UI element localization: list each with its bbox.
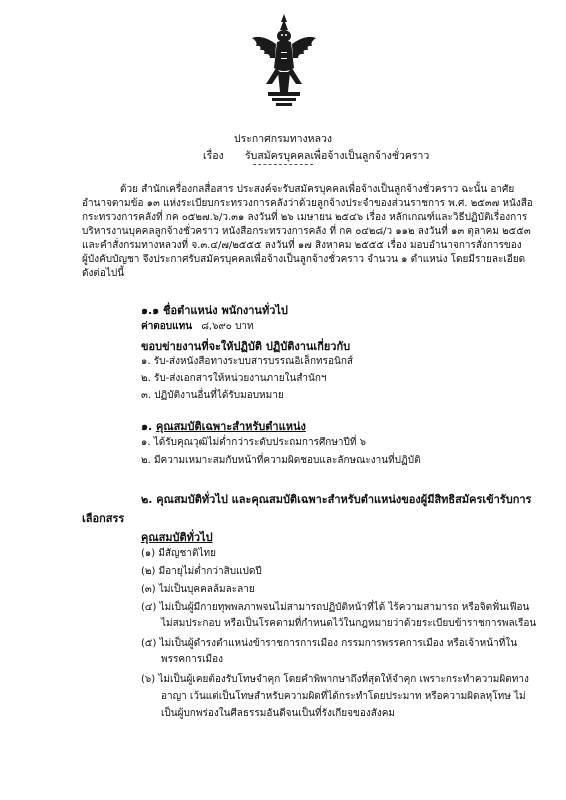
- general-item-6-cont-1: อาญา เว้นแต่เป็นโทษสำหรับความผิดที่ได้กระทำโดยประมาท หรือความผิดลหุโทษ ไม่: [161, 691, 526, 702]
- position-heading-number: ๑.๑: [141, 304, 160, 317]
- specific-heading-text: คุณสมบัติเฉพาะสำหรับตำแหน่ง: [156, 420, 306, 433]
- wage-line: [141, 320, 254, 334]
- general-sub-heading: คุณสมบัติทั่วไป: [141, 531, 213, 544]
- subject-text: รับสมัครบุคคลเพื่อจ้างเป็นลูกจ้างชั่วคราว: [245, 150, 430, 162]
- wage-label: ค่าตอบแทน: [141, 321, 193, 332]
- general-item-4: (๔) ไม่เป็นผู้มีกายทุพพลภาพจนไม่สามารถปฏิบัติหน้าที่ได้ ไร้ความสามารถ หรือจิตฟั่นเฟือน: [141, 602, 530, 613]
- announcement-title: ประกาศกรมทางหลวง: [233, 133, 333, 145]
- intro-line-3: กระทรวงการคลังที่ กค ๐๕๒๗.๖/ว.๓๑ ลงวันที่ ๒๖ เมษายน ๒๕๔๖ เรื่อง หลักเกณฑ์และวิธีปฏิบัติเรื่องการ: [82, 212, 528, 223]
- duty-item-2: ๒. รับ-ส่งเอกสารให้หน่วยงานภายในสำนักฯ: [141, 373, 327, 384]
- intro-line-1: ด้วย สำนักเครื่องกลสื่อสาร ประสงค์จะรับสมัครบุคคลเพื่อจ้างเป็นลูกจ้างชั่วคราว ฉะนั้น อาศัย: [120, 184, 515, 195]
- general-heading: ๒. คุณสมบัติทั่วไป และคุณสมบัติเฉพาะสำหรับตำแหน่งของผู้มีสิทธิสมัครเข้ารับการ: [141, 493, 532, 506]
- intro-line-5: และคำสั่งกรมทางหลวงที่ จ.๓.๔/๗/๒๕๕๕ ลงวันที่ ๑๗ สิงหาคม ๒๕๕๕ เรื่อง มอบอำนาจการสั่งการของ: [82, 240, 522, 251]
- specific-item-2: ๒. มีความเหมาะสมกับหน้าที่ความผิดชอบและลักษณะงานที่ปฏิบัติ: [141, 455, 421, 466]
- general-item-1: (๑) มีสัญชาติไทย: [141, 548, 216, 559]
- general-item-4-cont: ไม่สมประกอบ หรือเป็นโรคตามที่กำหนดไว้ในกฎหมายว่าด้วยระเบียบข้าราชการพลเรือน: [161, 618, 537, 629]
- specific-item-1: ๑. ได้รับคุณวุฒิไม่ต่ำกว่าระดับประถมการศึกษาปีที่ ๖: [141, 437, 367, 448]
- position-heading-text: ชื่อตำแหน่ง พนักงานทั่วไป: [163, 304, 288, 317]
- general-item-5: (๕) ไม่เป็นผู้ดำรงตำแหน่งข้าราชการการเมือง กรรมการพรรคการเมือง หรือเจ้าหน้าที่ใน: [141, 638, 518, 649]
- specific-heading: [141, 417, 306, 435]
- subject-line: [203, 149, 429, 163]
- general-heading-continued: เลือกสรร: [82, 512, 125, 525]
- specific-heading-number: ๑.: [141, 420, 153, 433]
- wage-value: ๘,๖๙๐ บาท: [201, 321, 254, 332]
- title-separator: [253, 164, 313, 165]
- general-item-5-cont: พรรคการเมือง: [161, 654, 223, 665]
- general-item-6-cont-2: เป็นผู้บกพร่องในศีลธรรมอันดีจนเป็นที่รังเกียจของสังคม: [161, 708, 396, 719]
- general-item-3: (๓) ไม่เป็นบุคคลล้มละลาย: [141, 584, 255, 595]
- intro-line-2: อำนาจตามข้อ ๑๓ แห่งระเบียบกระทรวงการคลังว่าด้วยลูกจ้างประจำของส่วนราชการ พ.ศ. ๒๕๓๗ หนังสือ: [82, 198, 533, 209]
- intro-line-6: ผู้บังคับบัญชา จึงประกาศรับสมัครบุคคลเพื่อจ้างเป็นลูกจ้างชั่วคราว จำนวน ๑ ตำแหน่ง โดยมีรายละเอียด: [82, 254, 526, 265]
- scope-heading: ขอบข่ายงานที่จะให้ปฏิบัติ ปฏิบัติงานเกี่ยวกับ: [141, 340, 351, 353]
- intro-line-7: ดังต่อไปนี้: [82, 268, 125, 279]
- subject-label: เรื่อง: [203, 150, 224, 162]
- general-item-2: (๒) มีอายุไม่ต่ำกว่าสิบแปดปี: [141, 566, 262, 577]
- general-item-6: (๖) ไม่เป็นผู้เคยต้องรับโทษจำคุก โดยคำพิพากษาถึงที่สุดให้จำคุก เพราะกระทำความผิดทาง: [141, 674, 529, 685]
- position-heading: [141, 301, 288, 319]
- garuda-emblem: [248, 12, 320, 108]
- intro-line-4: บริหารงานบุคคลลูกจ้างชั่วคราว หนังสือกระทรวงการคลัง ที่ กค ๐๔๒๘/ว ๑๑๒ ลงวันที่ ๑๓ ตุลาคม ๒๕๕๓: [82, 226, 531, 237]
- duty-item-1: ๑. รับ-ส่งหนังสือทางระบบสารบรรณอิเล็กทรอนิกส์: [141, 356, 353, 367]
- duty-item-3: ๓. ปฏิบัติงานอื่นที่ได้รับมอบหมาย: [141, 390, 284, 401]
